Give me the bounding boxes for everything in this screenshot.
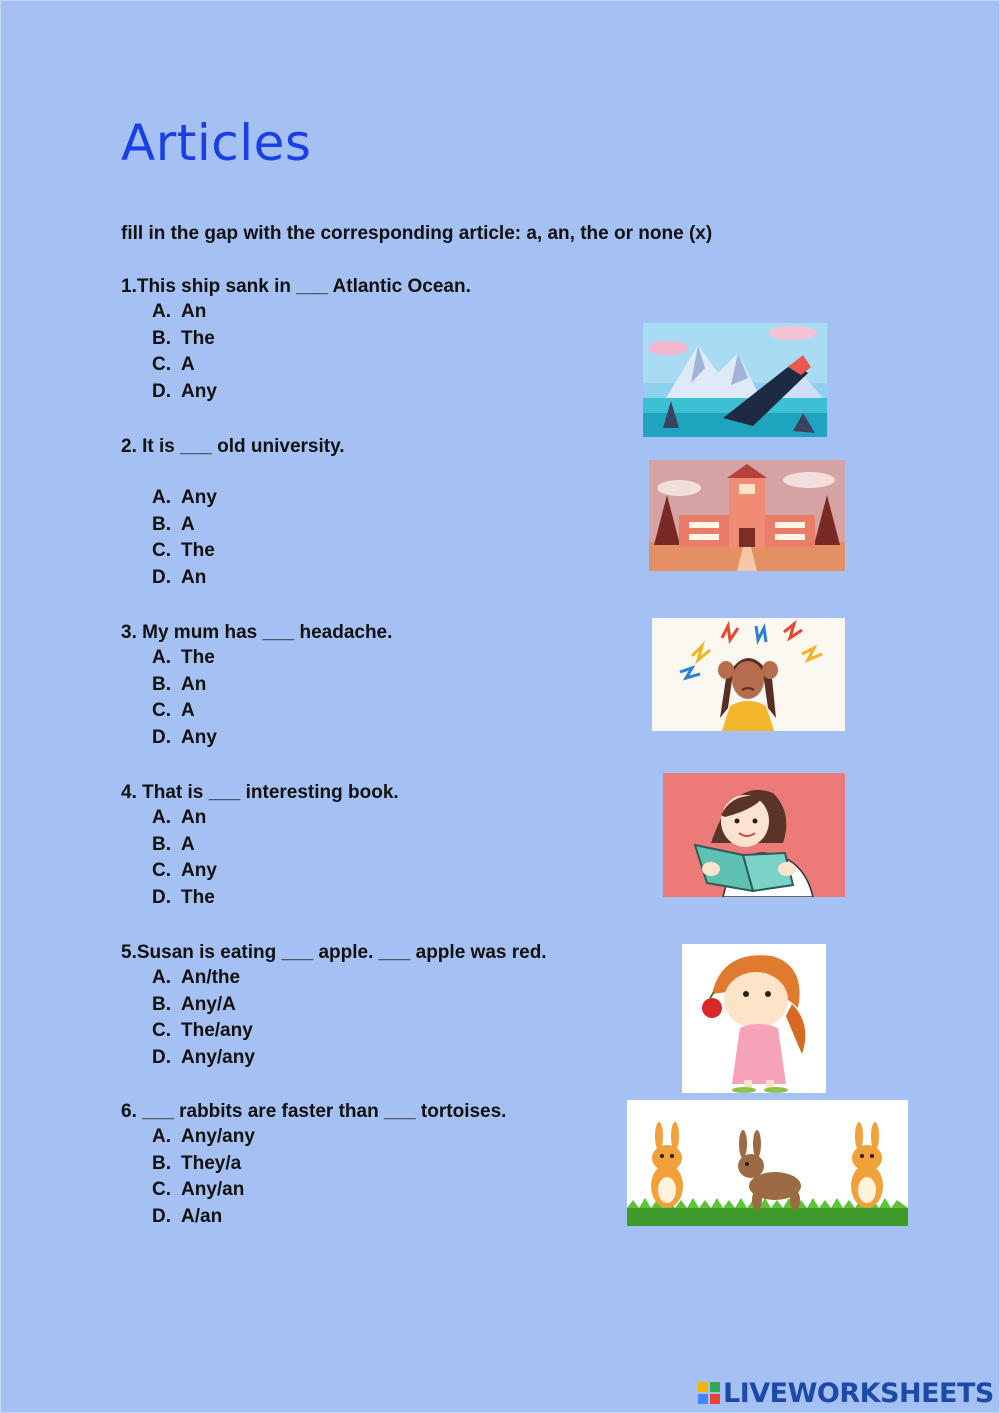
option[interactable]: C. Any/an bbox=[152, 1179, 245, 1201]
headache-picture bbox=[652, 618, 845, 731]
question-4-text: 4. That is ___ interesting book. bbox=[121, 782, 399, 803]
option[interactable]: B. The bbox=[152, 327, 215, 349]
option[interactable]: D. Any bbox=[152, 381, 217, 403]
instructions: fill in the gap with the corresponding article: a, an, the or none (x) bbox=[121, 223, 713, 244]
question-3-text: 3. My mum has ___ headache. bbox=[121, 622, 393, 643]
question-3-options bbox=[152, 645, 217, 752]
option[interactable]: A. The bbox=[152, 647, 215, 668]
option[interactable]: B. Any/A bbox=[152, 993, 236, 1015]
question-2-options bbox=[152, 485, 217, 592]
option[interactable]: C. A bbox=[152, 700, 195, 722]
liveworksheets-logo-icon bbox=[698, 1382, 720, 1404]
option[interactable]: B. An bbox=[152, 673, 207, 695]
option[interactable]: D. Any/any bbox=[152, 1047, 255, 1069]
question-6-options bbox=[152, 1124, 255, 1231]
option[interactable]: C. The bbox=[152, 540, 215, 562]
option[interactable]: A. An bbox=[152, 807, 207, 828]
question-5-text: 5.Susan is eating ___ apple. ___ apple was red. bbox=[121, 942, 547, 963]
option[interactable]: A. An/the bbox=[152, 967, 241, 988]
option[interactable]: A. An bbox=[152, 301, 207, 322]
option[interactable]: C. A bbox=[152, 354, 195, 376]
option[interactable]: B. A bbox=[152, 833, 195, 855]
option[interactable]: C. Any bbox=[152, 860, 217, 882]
rabbits-picture bbox=[627, 1100, 908, 1226]
page-title: Articles bbox=[121, 114, 312, 172]
university-picture bbox=[649, 460, 845, 571]
option[interactable]: D. The bbox=[152, 887, 215, 909]
option[interactable]: A. Any bbox=[152, 487, 217, 508]
option[interactable]: D. An bbox=[152, 567, 207, 589]
girl-eating-apple-picture bbox=[682, 944, 826, 1093]
option[interactable]: A. Any/any bbox=[152, 1126, 255, 1147]
option[interactable]: C. The/any bbox=[152, 1020, 253, 1042]
option[interactable]: D. A/an bbox=[152, 1206, 223, 1228]
option[interactable]: D. Any bbox=[152, 727, 217, 749]
question-1-options bbox=[152, 299, 217, 406]
girl-reading-picture bbox=[663, 773, 845, 897]
liveworksheets-logo-text: LIVEWORKSHEETS bbox=[723, 1377, 994, 1409]
question-1-text: 1.This ship sank in ___ Atlantic Ocean. bbox=[121, 276, 471, 297]
option[interactable]: B. A bbox=[152, 513, 195, 535]
question-5-options bbox=[152, 965, 255, 1072]
option[interactable]: B. They/a bbox=[152, 1152, 242, 1174]
question-4-options bbox=[152, 805, 217, 912]
sinking-ship-picture bbox=[643, 323, 827, 437]
liveworksheets-logo bbox=[698, 1377, 994, 1409]
question-6-text: 6. ___ rabbits are faster than ___ tortoises. bbox=[121, 1101, 507, 1122]
question-2-text: 2. It is ___ old university. bbox=[121, 436, 345, 457]
